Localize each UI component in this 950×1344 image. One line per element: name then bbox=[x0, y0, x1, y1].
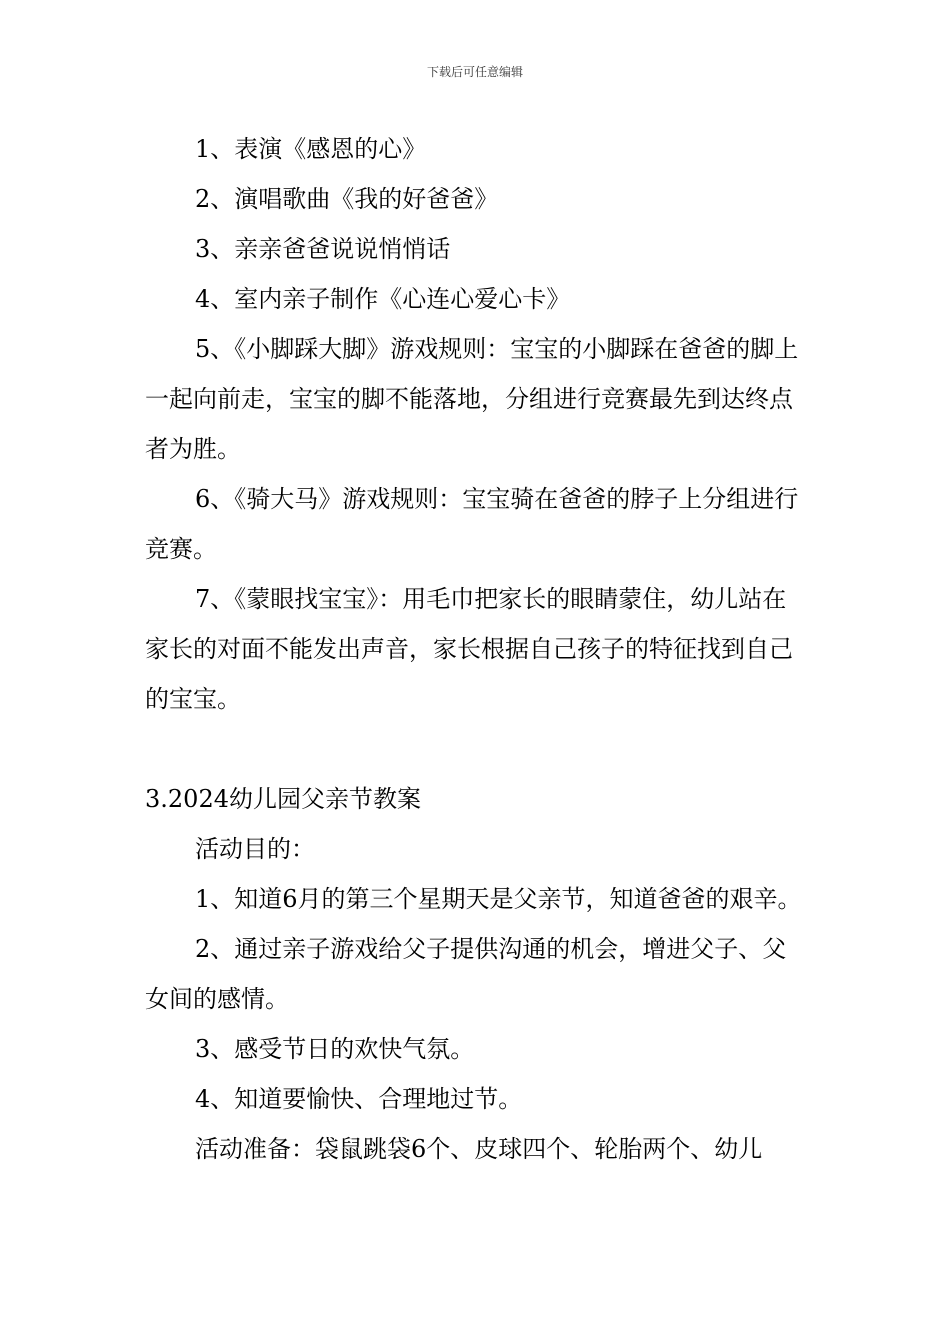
preparation-text: 活动准备：袋鼠跳袋6个、皮球四个、轮胎两个、幼儿 bbox=[195, 1135, 763, 1163]
activity-item-4: 4、室内亲子制作《心连心爱心卡》 bbox=[195, 285, 571, 313]
section-spacer bbox=[145, 724, 810, 774]
activity-item-6: 6、《骑大马》游戏规则：宝宝骑在爸爸的脖子上分组进行竞赛。 bbox=[145, 485, 799, 563]
goal-item-1: 1、知道6月的第三个星期天是父亲节，知道爸爸的艰辛。 bbox=[195, 885, 802, 913]
goal-item-2: 2、通过亲子游戏给父子提供沟通的机会，增进父子、父女间的感情。 bbox=[145, 935, 787, 1013]
activity-item-7: 7、《蒙眼找宝宝》：用毛巾把家长的眼睛蒙住，幼儿站在家长的对面不能发出声音，家长根据自己孩子的特征找到自己的宝宝。 bbox=[145, 585, 793, 713]
activity-item-3: 3、亲亲爸爸说说悄悄话 bbox=[195, 235, 451, 263]
goal-item-4: 4、知道要愉快、合理地过节。 bbox=[195, 1085, 523, 1113]
goal-item-3: 3、感受节日的欢快气氛。 bbox=[195, 1035, 475, 1063]
activity-item-2: 2、演唱歌曲《我的好爸爸》 bbox=[195, 185, 499, 213]
page-header: 下载后可任意编辑 bbox=[426, 65, 523, 79]
document-body bbox=[145, 124, 810, 1174]
activity-item-1: 1、表演《感恩的心》 bbox=[195, 135, 427, 163]
activity-item-5: 5、《小脚踩大脚》游戏规则：宝宝的小脚踩在爸爸的脚上一起向前走，宝宝的脚不能落地，分组进行竞赛最先到达终点者为胜。 bbox=[145, 335, 799, 463]
section-title: 3.2024幼儿园父亲节教案 bbox=[145, 785, 421, 813]
goal-label: 活动目的： bbox=[195, 835, 315, 863]
